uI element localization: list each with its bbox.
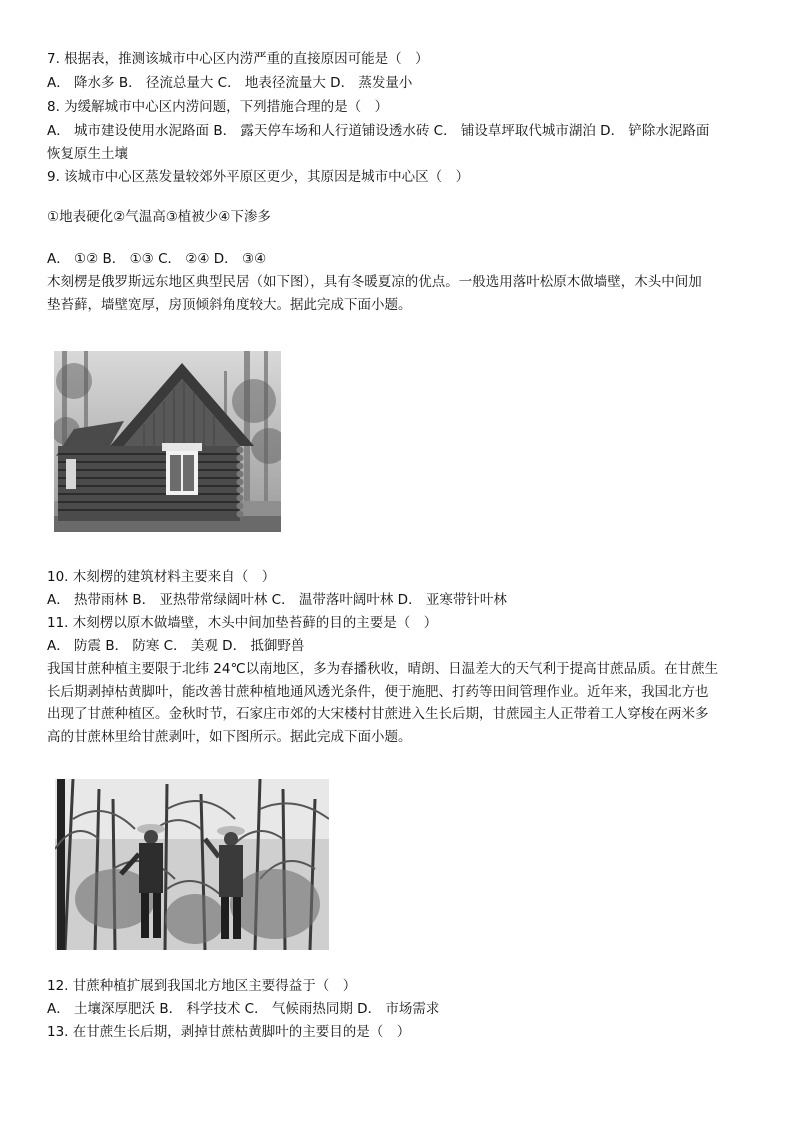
q13-stem: 13. 在甘蔗生长后期，剥掉甘蔗枯黄脚叶的主要目的是（ ） (47, 1024, 411, 1040)
passage-sugarcane-line3: 出现了甘蔗种植区。金秋时节，石家庄市郊的大宋楼村甘蔗进入生长后期，甘蔗园主人正带着工人穿梭在两米多 (47, 706, 709, 722)
passage-sugarcane-line4: 高的甘蔗林里给甘蔗剥叶，如下图所示。据此完成下面小题。 (47, 728, 412, 745)
q10-stem: 10. 木刻楞的建筑材料主要来自（ ） (47, 569, 276, 585)
q11-stem: 11. 木刻楞以原木做墙壁，木头中间加垫苔藓的目的主要是（ ） (47, 615, 438, 631)
q11-options: A． 防震 B． 防寒 C． 美观 D． 抵御野兽 (47, 638, 305, 654)
passage-mukeleng-line1: 木刻楞是俄罗斯远东地区典型民居（如下图），具有冬暖夏凉的优点。一般选用落叶松原木做墙壁，木头中间加 (47, 274, 702, 290)
passage-mukeleng-line2: 垫苔藓，墙壁宽厚，房顶倾斜角度较大。据此完成下面小题。 (47, 296, 412, 313)
q12-options: A． 土壤深厚肥沃 B． 科学技术 C． 气候雨热同期 D． 市场需求 (47, 1001, 440, 1017)
sugarcane-field-image (55, 779, 329, 950)
q10-options: A． 热带雨林 B． 亚热带常绿阔叶林 C． 温带落叶阔叶林 D． 亚寒带针叶林 (47, 592, 507, 608)
sugarcane-field-photo (55, 779, 329, 950)
q9-stem: 9. 该城市中心区蒸发量较郊外平原区更少，其原因是城市中心区（ ） (47, 169, 470, 185)
passage-sugarcane-line2: 长后期剥掉枯黄脚叶，能改善甘蔗种植地通风透光条件，便于施肥、打药等田间管理作业。近年来，我国北方也 (47, 683, 709, 700)
log-cabin-image (54, 351, 281, 532)
passage-sugarcane (47, 658, 769, 748)
q8-stem: 8. 为缓解城市中心区内涝问题，下列措施合理的是（ ） (47, 99, 389, 115)
q7-stem: 7. 根据表，推测该城市中心区内涝严重的直接原因可能是（ ） (47, 51, 429, 67)
passage-mukeleng (47, 271, 769, 316)
passage-sugarcane-line1: 我国甘蔗种植主要限于北纬 24℃以南地区，多为春播秋收，晴朗、日温差大的天气利于提高甘蔗品质。在甘蔗生 (47, 661, 719, 677)
q9-options: A． ①② B． ①③ C． ②④ D． ③④ (47, 251, 267, 267)
q9-items: ①地表硬化②气温高③植被少④下渗多 (47, 209, 271, 225)
q8-options-line2: 恢复原生土壤 (47, 146, 128, 162)
q12-stem: 12. 甘蔗种植扩展到我国北方地区主要得益于（ ） (47, 978, 357, 994)
log-cabin-photo (54, 351, 281, 532)
q7-options: A． 降水多 B． 径流总量大 C． 地表径流量大 D． 蒸发量小 (47, 75, 413, 91)
q8-options-line1: A． 城市建设使用水泥路面 B． 露天停车场和人行道铺设透水砖 C． 铺设草坪取代城市湖泊 D． 铲除水泥路面 (47, 123, 710, 139)
